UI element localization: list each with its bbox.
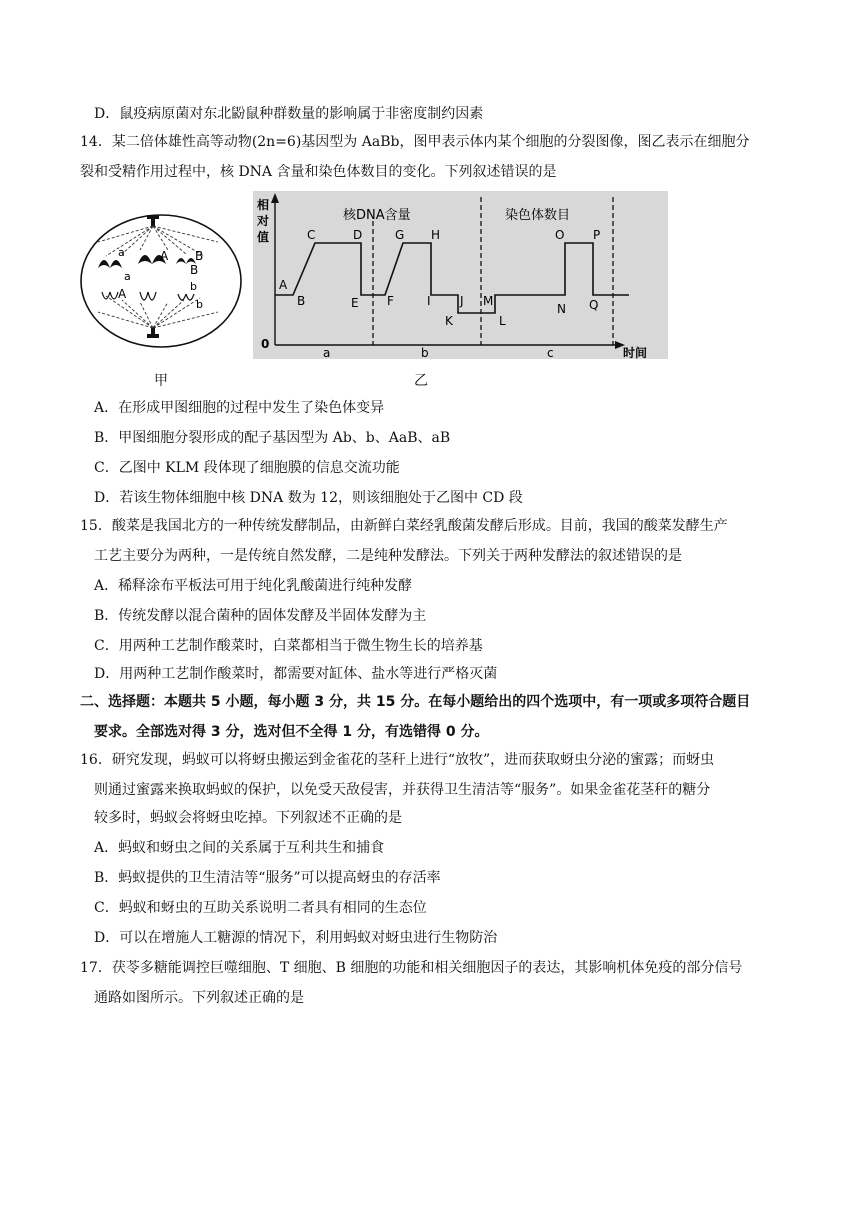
point-F: F (387, 294, 394, 308)
allele-b-2: b (196, 298, 203, 311)
section2-heading-line2: 要求。全部选对得 3 分，选对但不全得 1 分，有选错得 0 分。 (94, 724, 489, 740)
cell-membrane (81, 215, 241, 347)
point-Q: Q (589, 298, 599, 312)
figure-jia-caption: 甲 (154, 373, 168, 389)
q15-option-a: A．稀释涂布平板法可用于纯化乳酸菌进行纯种发酵 (94, 578, 413, 594)
figure-yi-caption: 乙 (414, 373, 428, 389)
q14-option-b: B．甲图细胞分裂形成的配子基因型为 Ab、b、AaB、aB (94, 430, 451, 446)
lower-chromosomes (102, 292, 194, 300)
q17-stem-line2: 通路如图所示。下列叙述正确的是 (94, 990, 304, 1006)
spindle-fibers (98, 226, 218, 328)
point-P: P (593, 228, 601, 242)
q16-stem-line2: 则通过蜜露来换取蚂蚁的保护，以免受天敌侵害，并获得卫生清洁等“服务”。如果金雀花茎秆的糖分 (94, 782, 711, 798)
q16-option-d: D．可以在增施人工糖源的情况下，利用蚂蚁对蚜虫进行生物防治 (94, 930, 498, 946)
q16-option-c: C．蚂蚁和蚜虫的互助关系说明二者具有相同的生态位 (94, 900, 427, 916)
phase-c: c (547, 346, 554, 359)
q15-stem-line1: 15．酸菜是我国北方的一种传统发酵制品，由新鲜白菜经乳酸菌发酵后形成。目前，我国的酸菜发酵生产 (80, 518, 728, 534)
q16-option-b: B．蚂蚁提供的卫生清洁等“服务”可以提高蚜虫的存活率 (94, 870, 441, 886)
allele-a-1: a (118, 246, 125, 259)
point-A: A (279, 278, 288, 292)
allele-a-2: a (124, 270, 131, 283)
y-label-3: 值 (257, 230, 270, 244)
q16-stem-line3: 较多时，蚂蚁会将蚜虫吃掉。下列叙述不正确的是 (94, 810, 402, 826)
point-H: H (431, 228, 441, 242)
y-label-2: 对 (257, 214, 270, 228)
point-L: L (499, 314, 506, 328)
phase-a: a (323, 346, 331, 359)
q13-option-d: D．鼠疫病原菌对东北鼢鼠种群数量的影响属于非密度制约因素 (94, 106, 484, 122)
point-O: O (555, 228, 565, 242)
phase-b: b (421, 346, 429, 359)
q14-option-d: D．若该生物体细胞中核 DNA 数为 12，则该细胞处于乙图中 CD 段 (94, 490, 523, 506)
q15-stem-line2: 工艺主要分为两种，一是传统自然发酵，二是纯种发酵法。下列关于两种发酵法的叙述错误的是 (94, 548, 682, 564)
point-D: D (353, 228, 363, 242)
q15-option-d: D．用两种工艺制作酸菜时，都需要对缸体、盐水等进行严格灭菌 (94, 666, 498, 682)
figure-yi-chart (253, 191, 668, 359)
point-J: J (460, 294, 464, 308)
top-centrosome (147, 217, 159, 226)
point-B: B (297, 294, 306, 308)
q15-option-b: B．传统发酵以混合菌种的固体发酵及半固体发酵为主 (94, 608, 427, 624)
q14-stem-line1: 14．某二倍体雄性高等动物(2n=6)基因型为 AaBb，图甲表示体内某个细胞的分裂图像，图乙表示在细胞分 (80, 134, 750, 150)
origin-label: 0 (261, 337, 270, 351)
q16-stem-line1: 16．研究发现，蚂蚁可以将蚜虫搬运到金雀花的茎秆上进行“放牧”，进而获取蚜虫分泌的蜜露；而蚜虫 (80, 752, 715, 768)
point-K: K (445, 314, 453, 328)
point-G: G (395, 228, 405, 242)
allele-b-1: b (190, 280, 197, 293)
section-chrom-title: 染色体数目 (505, 208, 571, 223)
point-N: N (557, 302, 566, 316)
point-E: E (351, 296, 359, 310)
q16-option-a: A．蚂蚁和蚜虫之间的关系属于互利共生和捕食 (94, 840, 385, 856)
figure-jia-cell (78, 212, 244, 350)
q17-stem-line1: 17．茯苓多糖能调控巨噬细胞、T 细胞、B 细胞的功能和相关细胞因子的表达，其影响机体免疫的部分信号 (80, 960, 743, 976)
point-M: M (483, 294, 494, 308)
section2-heading-line1: 二、选择题：本题共 5 小题，每小题 3 分，共 15 分。在每小题给出的四个选项中，有一项或多项符合题目 (80, 694, 751, 710)
y-label-1: 相 (257, 198, 270, 212)
bottom-centrosome (147, 328, 159, 336)
x-axis-label: 时间 (623, 346, 648, 359)
chart-background (253, 191, 668, 359)
q15-option-c: C．用两种工艺制作酸菜时，白菜都相当于微生物生长的培养基 (94, 638, 483, 654)
allele-A-1: A (160, 249, 169, 263)
q14-option-a: A．在形成甲图细胞的过程中发生了染色体变异 (94, 400, 385, 416)
allele-B-1: B (195, 249, 204, 263)
q14-option-c: C．乙图中 KLM 段体现了细胞膜的信息交流功能 (94, 460, 400, 476)
point-I: I (427, 294, 431, 308)
section-dna-title: 核DNA含量 (343, 208, 411, 223)
point-C: C (307, 228, 316, 242)
allele-A-2: A (118, 287, 127, 301)
upper-chromosomes (98, 255, 196, 268)
q14-stem-line2: 裂和受精作用过程中，核 DNA 含量和染色体数目的变化。下列叙述错误的是 (80, 164, 557, 180)
allele-B-2: B (190, 263, 199, 277)
